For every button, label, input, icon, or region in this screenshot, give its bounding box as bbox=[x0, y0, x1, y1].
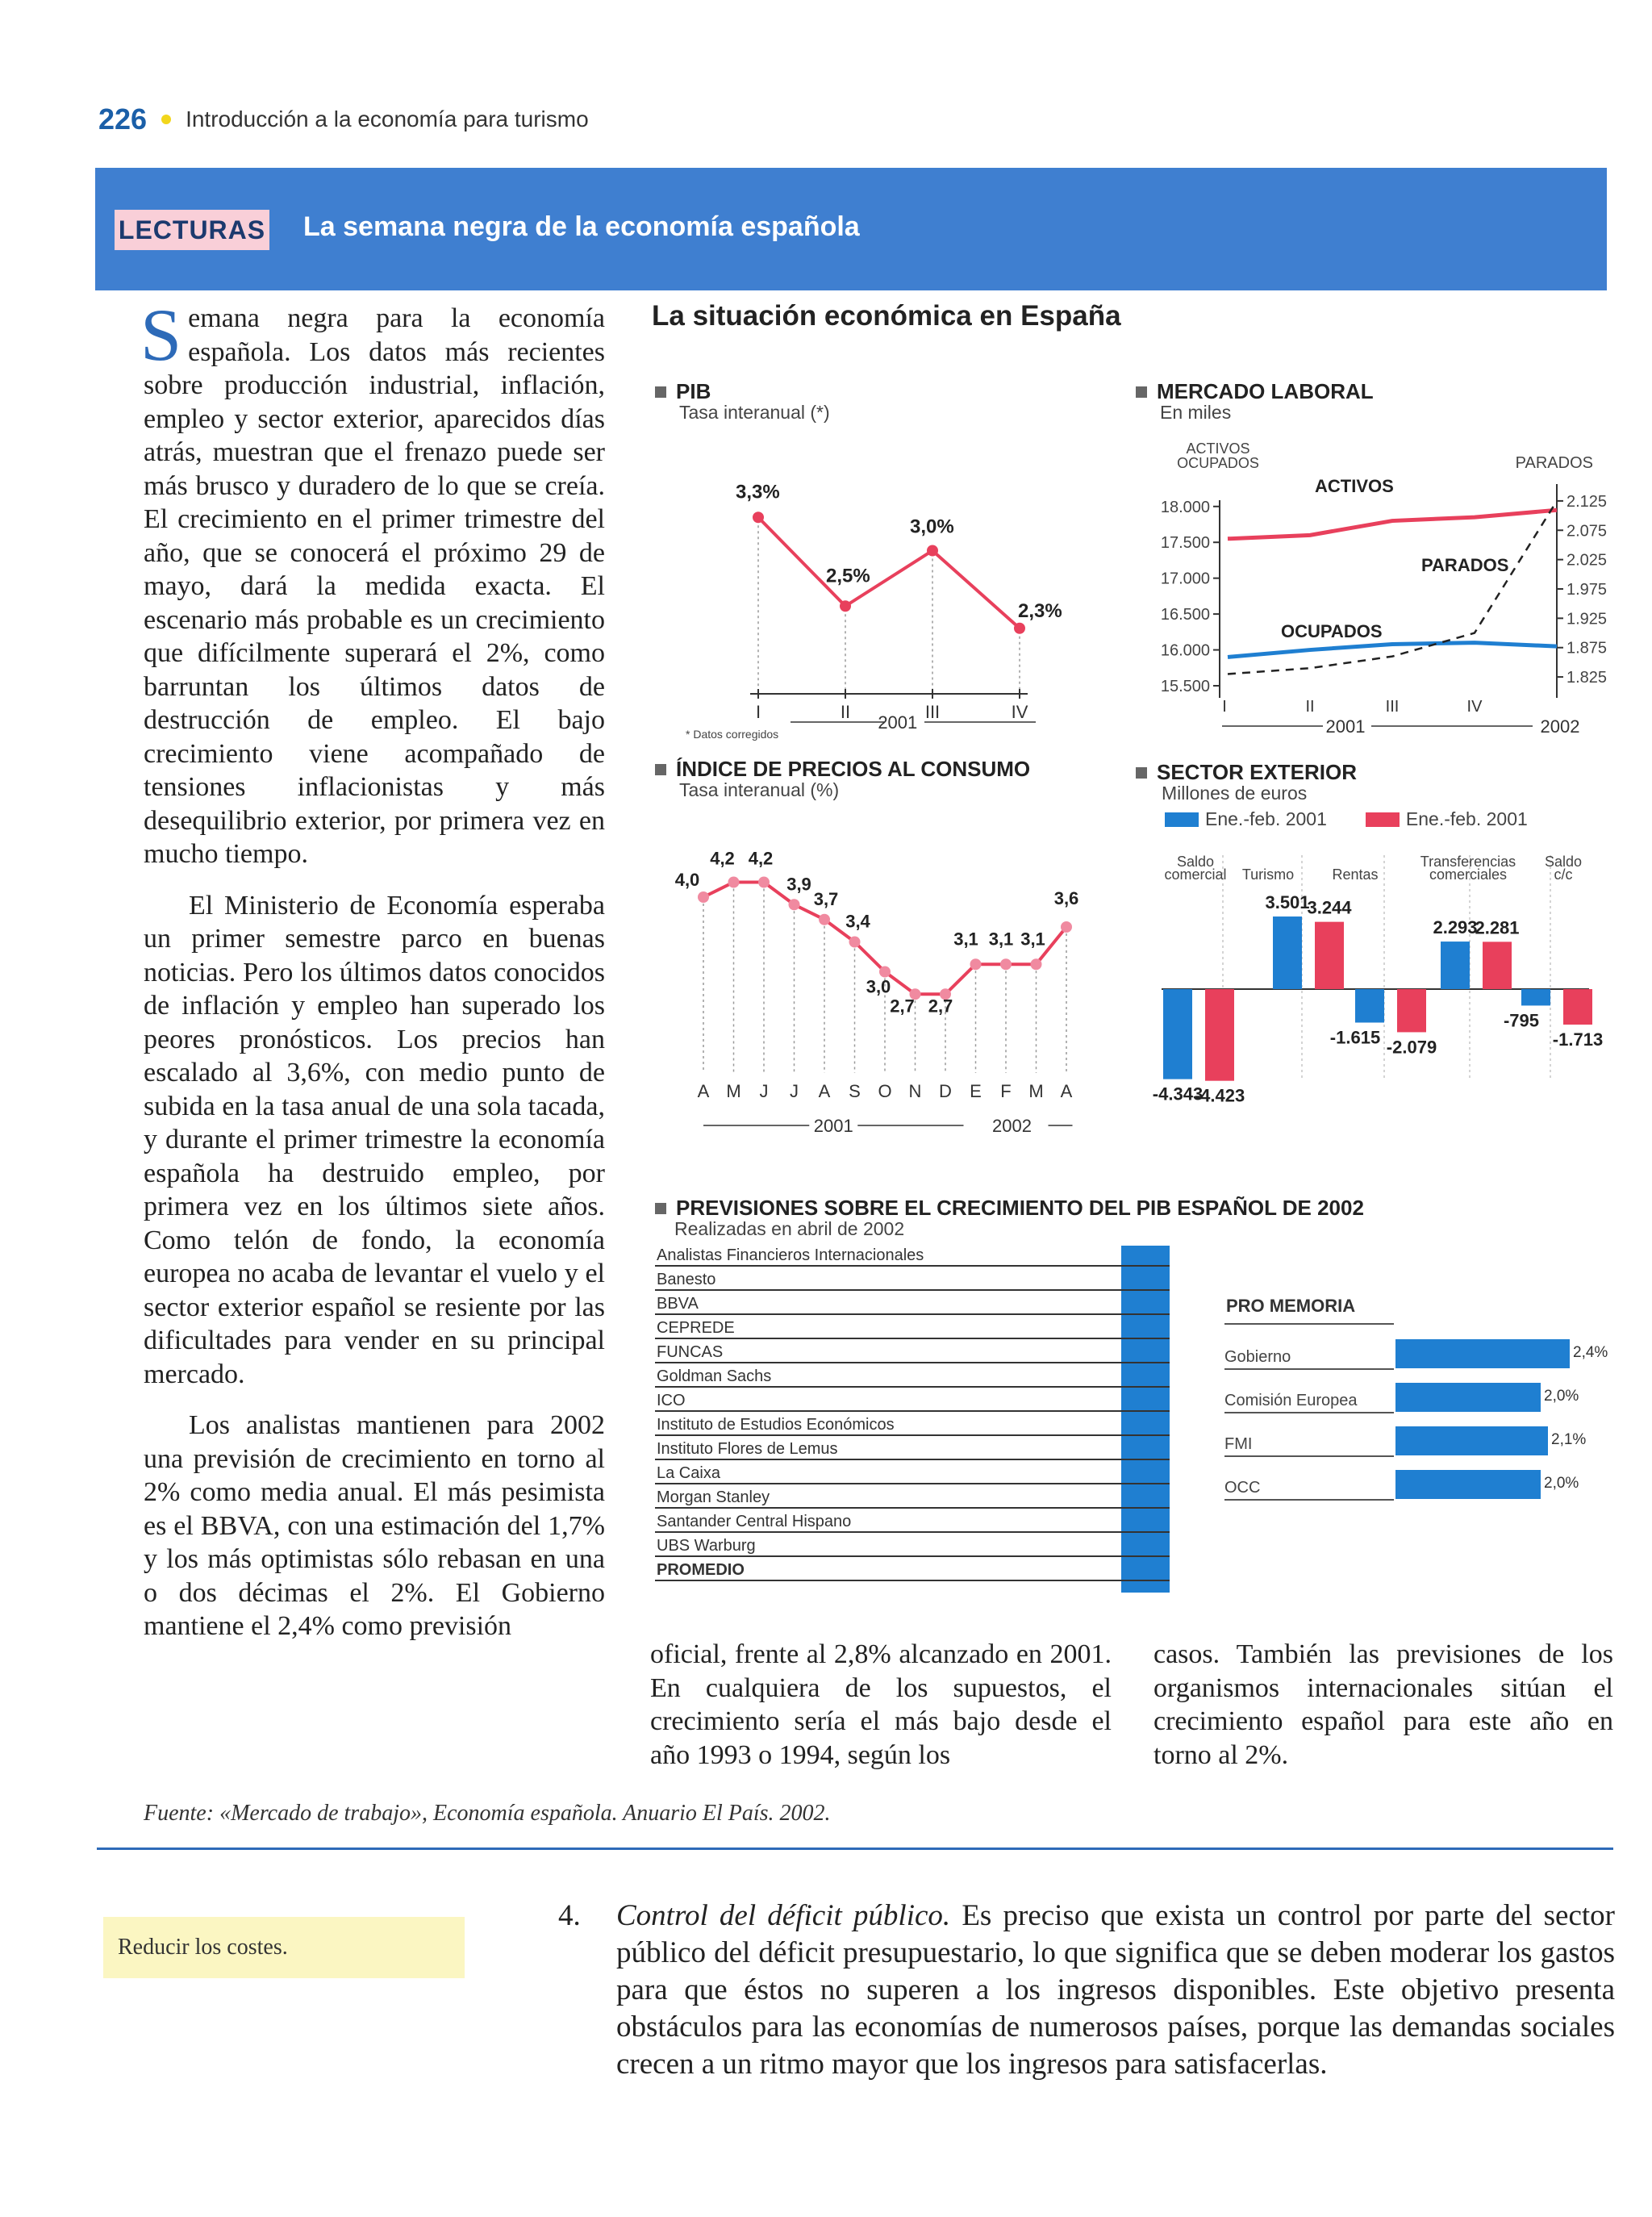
exterior-bar bbox=[1563, 989, 1592, 1025]
pib-data-label: 3,0% bbox=[910, 516, 954, 538]
forecast-row: La Caixa bbox=[655, 1460, 1170, 1484]
exterior-category-label: Transferencias bbox=[1420, 854, 1516, 870]
pro-memoria-row bbox=[1224, 1468, 1617, 1501]
pib-tick-label: IV bbox=[1011, 702, 1028, 722]
ipc-data-label: 2,7 bbox=[928, 996, 953, 1017]
pro-memoria-title: PRO MEMORIA bbox=[1226, 1296, 1356, 1316]
ipc-tick-label: A bbox=[1060, 1081, 1073, 1101]
exterior-category-label: Saldo bbox=[1176, 854, 1215, 870]
ipc-point bbox=[849, 937, 861, 948]
pro-memoria-name: Gobierno bbox=[1224, 1348, 1291, 1366]
parados-line bbox=[1228, 501, 1557, 674]
ipc-tick-label: M bbox=[726, 1081, 741, 1101]
series-label-activos: ACTIVOS bbox=[1315, 476, 1394, 496]
laboral-chart bbox=[1129, 420, 1613, 742]
ipc-tick-label: J bbox=[759, 1081, 769, 1101]
ipc-tick-label: F bbox=[1000, 1081, 1012, 1101]
ipc-data-label: 3,4 bbox=[845, 911, 870, 932]
page-number: 226 bbox=[98, 102, 148, 136]
ipc-subtitle: Tasa interanual (%) bbox=[679, 779, 840, 800]
ipc-tick-label: M bbox=[1028, 1081, 1044, 1101]
series-label-parados: PARADOS bbox=[1421, 555, 1509, 575]
ipc-tick-label: A bbox=[697, 1081, 710, 1101]
ipc-tick-label: O bbox=[878, 1081, 892, 1101]
ipc-data-label: 3,1 bbox=[1020, 929, 1045, 950]
legend-swatch-blue bbox=[1165, 812, 1199, 827]
ipc-tick-label: E bbox=[970, 1081, 982, 1101]
exterior-bar bbox=[1397, 989, 1426, 1032]
pro-memoria-rule bbox=[1224, 1323, 1394, 1325]
exterior-data-label: 3.501 bbox=[1265, 892, 1310, 913]
pib-line bbox=[758, 517, 1020, 628]
laboral-tick-label: II bbox=[1305, 698, 1315, 716]
exterior-data-label: 3.244 bbox=[1307, 897, 1352, 918]
laboral-left-tick-label: 16.000 bbox=[1160, 641, 1210, 660]
exterior-title: SECTOR EXTERIOR bbox=[1136, 760, 1357, 785]
ipc-title: ÍNDICE DE PRECIOS AL CONSUMO bbox=[655, 757, 1030, 782]
ipc-chart bbox=[645, 799, 1113, 1146]
ipc-point bbox=[879, 967, 891, 978]
ipc-tick-label: J bbox=[790, 1081, 799, 1101]
pib-point bbox=[1014, 623, 1025, 634]
pib-data-label: 2,3% bbox=[1018, 599, 1062, 622]
laboral-left-tick-label: 17.000 bbox=[1160, 570, 1210, 588]
pib-data-label: 3,3% bbox=[736, 481, 780, 503]
exterior-data-label: -4.423 bbox=[1194, 1085, 1245, 1106]
laboral-axis-label-ocupados: OCUPADOS bbox=[1177, 455, 1259, 471]
forecast-row: ICO bbox=[655, 1388, 1170, 1412]
forecast-subtitle: Realizadas en abril de 2002 bbox=[674, 1218, 905, 1239]
laboral-left-tick-label: 15.500 bbox=[1160, 678, 1210, 695]
pro-memoria-rule bbox=[1224, 1499, 1394, 1501]
pib-subtitle: Tasa interanual (*) bbox=[679, 402, 830, 423]
ipc-point bbox=[728, 877, 740, 888]
ipc-point bbox=[1061, 921, 1072, 933]
pro-memoria-bar bbox=[1395, 1470, 1541, 1499]
laboral-subtitle: En miles bbox=[1160, 402, 1232, 423]
laboral-year-label: 2002 bbox=[1540, 716, 1580, 737]
pib-chart bbox=[645, 420, 1097, 742]
exterior-bar bbox=[1441, 941, 1470, 989]
pro-memoria-bar bbox=[1395, 1426, 1548, 1455]
exterior-data-label: -1.713 bbox=[1552, 1029, 1604, 1050]
laboral-year-label: 2001 bbox=[1325, 716, 1366, 737]
pro-memoria-value: 2,1% bbox=[1551, 1431, 1587, 1448]
pro-memoria-bar bbox=[1395, 1339, 1570, 1368]
ipc-point bbox=[1000, 958, 1012, 970]
article-paragraph-2: El Ministerio de Economía esperaba un primer semestre parco en buenas noticias. Pero los últimos datos conocidos de inflación y empleo han superado los peores pronósticos. Los precios han escalado al 3,6%, con medio punto de subida en la tasa anual de una sola tacada, y durante el primer trimestre la economía española ha destruido empleo, por primera vez en los últimos siete años. Como telón de fondo, la economía europea no acaba de levantar el vuelo y el sector exterior español se resiente por las dificultades para vender en su principal mercado. bbox=[144, 890, 605, 1389]
pro-memoria-row bbox=[1224, 1425, 1617, 1457]
drop-cap: S bbox=[140, 294, 182, 376]
laboral-right-tick-label: 1.925 bbox=[1566, 610, 1608, 628]
ipc-data-label: 2,7 bbox=[890, 996, 915, 1017]
pro-memoria-bar bbox=[1395, 1383, 1541, 1412]
forecast-row: Instituto de Estudios Económicos bbox=[655, 1412, 1170, 1436]
pib-tick-label: II bbox=[840, 702, 851, 722]
exterior-legend bbox=[1165, 808, 1528, 830]
ipc-data-label: 3,1 bbox=[953, 929, 978, 950]
exterior-category-label: Saldo bbox=[1544, 854, 1583, 870]
pro-memoria-rule bbox=[1224, 1412, 1394, 1413]
ipc-point bbox=[1031, 958, 1042, 970]
article-middle-column bbox=[650, 1638, 1112, 1772]
pro-memoria-rule bbox=[1224, 1368, 1394, 1370]
margin-note: Reducir los costes. bbox=[103, 1917, 465, 1978]
laboral-right-tick-label: 2.125 bbox=[1566, 492, 1608, 511]
lecturas-label: LECTURAS bbox=[115, 210, 269, 250]
exterior-category-label: comercial bbox=[1164, 866, 1227, 883]
forecast-row: Morgan Stanley bbox=[655, 1484, 1170, 1509]
exterior-category-label: Rentas bbox=[1332, 866, 1379, 883]
book-title: Introducción a la economía para turismo bbox=[186, 106, 589, 132]
ipc-point bbox=[698, 891, 709, 903]
item-title: Control del déficit público. bbox=[616, 1899, 951, 1932]
exterior-chart bbox=[1129, 839, 1613, 1129]
legend-label-blue: Ene.-feb. 2001 bbox=[1205, 808, 1327, 829]
exterior-bar bbox=[1273, 916, 1302, 989]
laboral-axis-label-parados: PARADOS bbox=[1515, 454, 1593, 472]
source-text: Fuente: «Mercado de trabajo», Economía española. Anuario El País. 2002. bbox=[144, 1801, 831, 1826]
pro-memoria-row bbox=[1224, 1381, 1617, 1413]
article-paragraph-4: oficial, frente al 2,8% alcanzado en 2001. En cualquiera de los supuestos, el crecimiento sería el más bajo desde el año 1993 o 1994, según los bbox=[650, 1639, 1112, 1770]
legend-swatch-red bbox=[1366, 812, 1400, 827]
exterior-data-label: -795 bbox=[1503, 1010, 1540, 1031]
series-label-ocupados: OCUPADOS bbox=[1281, 621, 1383, 641]
pib-footnote: * Datos corregidos bbox=[686, 728, 779, 741]
ocupados-line bbox=[1228, 643, 1557, 658]
legend-label-red: Ene.-feb. 2001 bbox=[1405, 808, 1528, 829]
pro-memoria-row bbox=[1224, 1338, 1617, 1370]
exterior-data-label: -4.343 bbox=[1152, 1083, 1204, 1104]
pro-memoria-name: OCC bbox=[1224, 1479, 1261, 1497]
ipc-data-label: 3,9 bbox=[786, 874, 811, 895]
pib-point bbox=[753, 511, 764, 523]
article-paragraph-1 bbox=[140, 294, 605, 871]
pib-point bbox=[927, 545, 938, 557]
exterior-bar bbox=[1483, 941, 1512, 989]
forecast-row: FUNCAS bbox=[655, 1339, 1170, 1363]
ipc-point bbox=[789, 899, 800, 910]
laboral-tick-label: IV bbox=[1466, 698, 1483, 716]
pro-memoria-value: 2,4% bbox=[1573, 1344, 1608, 1361]
pib-title: PIB bbox=[655, 379, 711, 404]
pib-tick-label: III bbox=[924, 702, 941, 722]
pro-memoria-rule bbox=[1224, 1455, 1394, 1457]
item-body: Es preciso que exista un control por parte del sector público del déficit presupuestario, lo que significa que se deben moderar los gastos para que éstos no superen a los ingresos disponibles. Este objetivo presenta obstáculos para las economías de numerosos países, porque las demandas sociales crecen a un ritmo mayor que los ingresos para satisfacerlas. bbox=[616, 1899, 1615, 2081]
running-head bbox=[98, 103, 589, 136]
article-paragraph-5: casos. También las previsiones de los organismos internacionales sitúan el crecimiento español para este año en torno al 2%. bbox=[1153, 1639, 1613, 1770]
forecast-table bbox=[655, 1242, 1170, 1581]
ipc-tick-label: S bbox=[849, 1081, 861, 1101]
article-paragraph-3: Los analistas mantienen para 2002 una previsión de crecimiento en torno al 2% como media anual. El más pesimista es el BBVA, con una estimación del 1,7% y los más optimistas sólo rebasan en una o dos décimas el 2%. El Gobierno mantiene el 2,4% como previsión bbox=[144, 1410, 605, 1641]
exterior-subtitle: Millones de euros bbox=[1162, 783, 1308, 804]
pib-year-label: 2001 bbox=[878, 712, 918, 733]
ipc-year-label: 2002 bbox=[992, 1116, 1032, 1136]
pib-point bbox=[840, 600, 851, 612]
laboral-axis-label-activos: ACTIVOS bbox=[1186, 440, 1250, 457]
reading-title: La semana negra de la economía española bbox=[303, 211, 860, 242]
ipc-data-label: 3,0 bbox=[866, 976, 891, 997]
ipc-data-label: 3,7 bbox=[813, 888, 839, 909]
exterior-category-label: Turismo bbox=[1241, 866, 1295, 883]
forecast-average-row: PROMEDIO bbox=[655, 1557, 1170, 1581]
ipc-point bbox=[819, 914, 830, 925]
section-divider bbox=[97, 1848, 1613, 1850]
laboral-right-tick-label: 2.025 bbox=[1566, 551, 1608, 570]
exterior-category-label: c/c bbox=[1554, 866, 1573, 883]
forecast-row: UBS Warburg bbox=[655, 1533, 1170, 1557]
activos-line bbox=[1228, 510, 1557, 539]
laboral-right-tick-label: 1.975 bbox=[1566, 581, 1608, 599]
forecast-row: Santander Central Hispano bbox=[655, 1509, 1170, 1533]
item-text bbox=[616, 1898, 1615, 2083]
exterior-bar bbox=[1205, 989, 1234, 1081]
exterior-bar bbox=[1315, 922, 1344, 989]
exterior-bar bbox=[1163, 989, 1192, 1079]
forecast-row: Analistas Financieros Internacionales bbox=[655, 1242, 1170, 1267]
laboral-title: MERCADO LABORAL bbox=[1136, 379, 1374, 404]
laboral-right-tick-label: 2.075 bbox=[1566, 522, 1608, 541]
ipc-data-label: 4,2 bbox=[748, 848, 774, 869]
exterior-data-label: 2.281 bbox=[1475, 917, 1520, 938]
exterior-category-label: comerciales bbox=[1429, 866, 1508, 883]
ipc-data-label: 3,6 bbox=[1053, 888, 1079, 908]
ipc-point bbox=[758, 877, 770, 888]
forecast-title: PREVISIONES SOBRE EL CRECIMIENTO DEL PIB ESPAÑOL DE 2002 bbox=[655, 1196, 1364, 1221]
article-left-column bbox=[140, 294, 605, 1661]
pib-data-label: 2,5% bbox=[826, 565, 870, 587]
laboral-left-tick-label: 18.000 bbox=[1160, 498, 1210, 516]
laboral-tick-label: III bbox=[1385, 698, 1400, 716]
laboral-tick-label: I bbox=[1222, 698, 1227, 716]
laboral-right-tick-label: 1.825 bbox=[1566, 669, 1608, 687]
pro-memoria-value: 2,0% bbox=[1544, 1475, 1579, 1492]
ipc-data-label: 3,1 bbox=[988, 929, 1014, 950]
ipc-data-label: 4,2 bbox=[710, 848, 735, 869]
ipc-tick-label: D bbox=[939, 1081, 952, 1101]
bullet-dot-icon bbox=[161, 115, 171, 124]
ipc-year-label: 2001 bbox=[813, 1116, 853, 1136]
laboral-left-tick-label: 17.500 bbox=[1160, 534, 1210, 553]
article-right-column bbox=[1153, 1638, 1613, 1772]
exterior-data-label: -2.079 bbox=[1386, 1037, 1437, 1058]
forecast-row: BBVA bbox=[655, 1291, 1170, 1315]
ipc-point bbox=[970, 958, 982, 970]
forecast-row: CEPREDE bbox=[655, 1315, 1170, 1339]
figure-title: La situación económica en España bbox=[652, 300, 1121, 332]
exterior-bar bbox=[1521, 989, 1550, 1005]
source-citation bbox=[144, 1801, 831, 1827]
ipc-tick-label: N bbox=[908, 1081, 922, 1101]
forecast-row: Goldman Sachs bbox=[655, 1363, 1170, 1388]
ipc-data-label: 4,0 bbox=[674, 870, 700, 890]
laboral-right-tick-label: 1.875 bbox=[1566, 639, 1608, 658]
exterior-bar bbox=[1355, 989, 1384, 1023]
item-number: 4. bbox=[558, 1899, 581, 1932]
paragraph-text: emana negra para la economía española. Los datos más recientes sobre producción industrial, inflación, empleo y sector exterior, aparecidos días atrás, muestran que el frenazo puede ser más brusco y duradero de lo que se creía. El crecimiento en el primer trimestre del año, que se conocerá el próximo 29 de mayo, dará la medida exacta. El escenario más probable es un crecimiento que difícilmente superará el 2%, como barruntan los últimos datos de destrucción de empleo. El bajo crecimiento viene acompañado de tensiones inflacionistas y más desequilibrio exterior, por primera vez en mucho tiempo. bbox=[144, 303, 605, 869]
pro-memoria-name: Comisión Europea bbox=[1224, 1392, 1358, 1409]
laboral-left-tick-label: 16.500 bbox=[1160, 606, 1210, 624]
pro-memoria-value: 2,0% bbox=[1544, 1388, 1579, 1405]
forecast-row: Banesto bbox=[655, 1267, 1170, 1291]
exterior-data-label: -1.615 bbox=[1329, 1027, 1381, 1048]
forecast-row: Instituto Flores de Lemus bbox=[655, 1436, 1170, 1460]
pib-tick-label: I bbox=[755, 702, 761, 722]
pro-memoria-name: FMI bbox=[1224, 1435, 1253, 1453]
ipc-tick-label: A bbox=[818, 1081, 831, 1101]
exterior-data-label: 2.293 bbox=[1433, 917, 1478, 938]
list-item-4 bbox=[558, 1898, 1615, 2083]
